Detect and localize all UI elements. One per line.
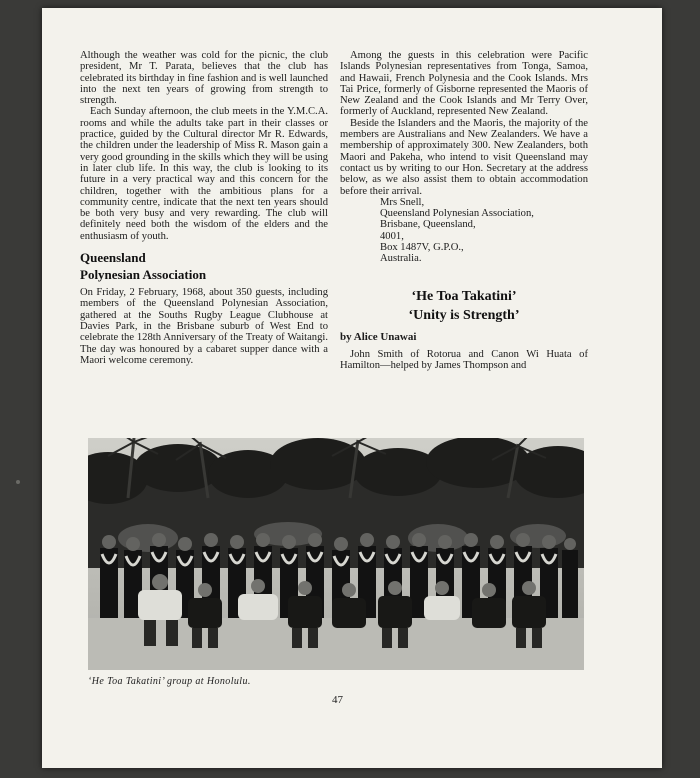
paragraph-membership: Beside the Islanders and the Maoris, the majority of the members are Australians and New Zealanders. We have a membership of approximately 300. New Zealanders, both Maori and Pakeha, who intend to visit Queensland may contact us by writing to our Hon. Secretary at the address below, as we also assist them to obtain accommodation before their arrival. xyxy=(340,117,588,197)
byline: by Alice Unawai xyxy=(340,330,417,343)
heading-line-2: Polynesian Association xyxy=(80,267,207,283)
paragraph-waitangi-celebration: On Friday, 2 February, 1968, about 350 guests, including members of the Queensland Polynesian Association, gathered at the Souths Rugby League Clubhouse at Davies Park, in the Brisbane suburb of West End to celebrate the 128th Anniversary of the Treaty of Waitangi. The day was honoured by a cabaret supper dance with a Maori welcome ceremony. xyxy=(80,287,328,366)
right-column xyxy=(340,50,588,372)
postal-address xyxy=(380,197,588,265)
photo-caption: ‘He Toa Takatini’ group at Honolulu. xyxy=(88,676,251,687)
section-heading-queensland xyxy=(80,249,328,283)
page-number: 47 xyxy=(332,694,343,706)
address-line: 4001, xyxy=(380,230,404,242)
paragraph-guests: Among the guests in this celebration were Pacific Islands Polynesian representatives from Tonga, Samoa, and Hawaii, French Polynesia and the Cook Islands. Mrs Tai Price, formerly of Gisborne represented the Maoris of New Zealand and the Cook Islands and Mr Terry Over, formerly of Auckland, represented New Zealand. xyxy=(340,50,588,118)
address-line: Mrs Snell, xyxy=(380,196,425,208)
photo-illustration xyxy=(88,438,584,670)
group-photograph xyxy=(88,438,584,670)
paragraph-sunday-meetings: Each Sunday afternoon, the club meets in the Y.M.C.A. rooms and while the adults take part in their classes or practice, guided by the Cultural director Mr R. Edwards, the children under the leadership of Miss R. Mason gain a very good grounding in the skills which they will be using in later club life. In this way, the club is looking to its future in a very practical way and this concern for the children, together with the ambitious plans for a community centre, indicate that the next ten years should be both very busy and very rewarding. The club will definitely need both the wisdom of the elders and the enthusiasm of youth. xyxy=(80,106,328,242)
scan-dust-mark xyxy=(16,480,20,484)
heading-line-1: Queensland xyxy=(80,250,146,266)
magazine-page xyxy=(42,8,662,768)
paragraph-article-start: John Smith of Rotorua and Canon Wi Huata of Hamilton—helped by James Thompson and xyxy=(340,348,588,372)
title-line-1: ‘He Toa Takatini’ xyxy=(411,288,517,304)
article-title xyxy=(340,287,588,325)
title-line-2: ‘Unity is Strength’ xyxy=(408,307,520,323)
address-line: Queensland Polynesian Association, xyxy=(380,208,534,220)
paragraph-picnic: Although the weather was cold for the picnic, the club president, Mr T. Parata, believes that the club has celebrated its birthday in fine fashion and is well launched into the next ten years of growing from strength to strength. xyxy=(80,50,328,107)
left-column xyxy=(80,50,328,366)
address-line: Brisbane, Queensland, xyxy=(380,219,476,231)
address-line: Box 1487V, G.P.O., xyxy=(380,242,464,254)
address-line: Australia. xyxy=(380,253,422,265)
